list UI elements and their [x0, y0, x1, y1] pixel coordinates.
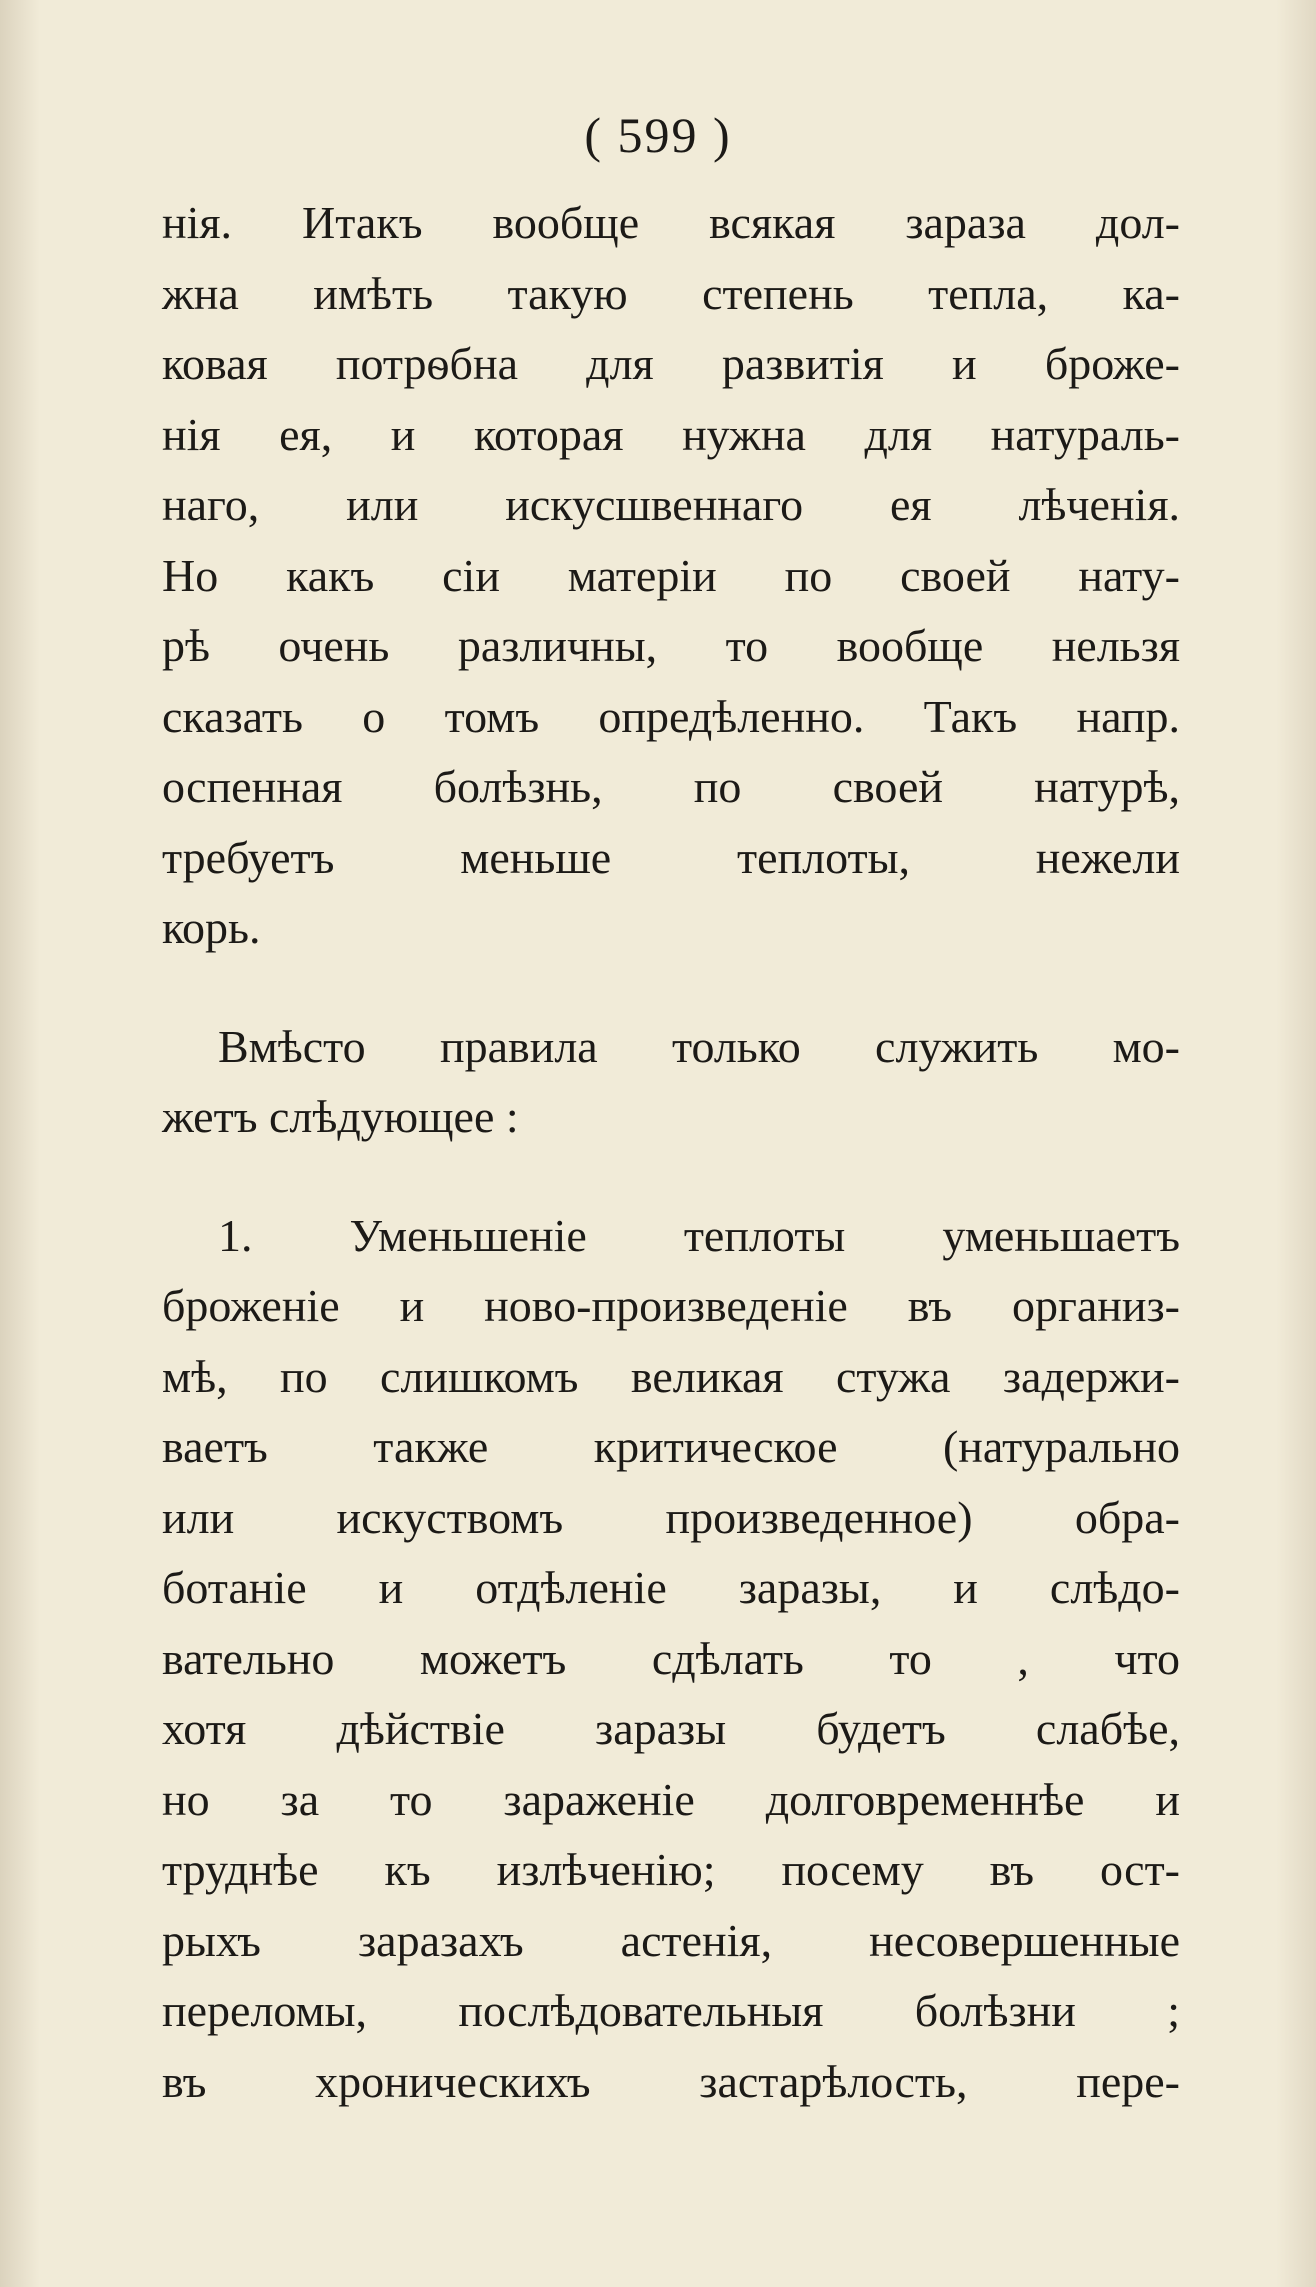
text-line: хотя дѣйствіе заразы будетъ слабѣе, [162, 1703, 1180, 1754]
text-line: вательно можетъ сдѣлать то , что [162, 1632, 1180, 1684]
page-edge-shadow-left [0, 0, 40, 2287]
paragraph-spacer [162, 964, 1180, 1012]
text-line: рѣ очень различны, то вообще нельзя [162, 620, 1180, 671]
body-text [162, 188, 1180, 2117]
text-line: но за то зараженіе долговременнѣе и [162, 1773, 1180, 1825]
page-number: ( 599 ) [584, 107, 732, 163]
text-line: ботаніе и отдѣленіе заразы, и слѣдо- [162, 1562, 1180, 1613]
text-line: 1. Уменьшеніе теплоты уменьшаетъ [218, 1209, 1180, 1261]
text-line: въ хроническихъ застарѣлость, пере- [162, 2055, 1180, 2107]
text-line: жна имѣть такую степень тепла, ка- [162, 267, 1180, 319]
text-line: рыхъ заразахъ астенія, несовершенные [162, 1914, 1180, 1966]
text-line: оспенная болѣзнь, по своей натурѣ, [162, 761, 1180, 812]
text-line: или искуствомъ произведенное) обра- [162, 1491, 1180, 1543]
text-line: Но какъ сіи матеріи по своей нату- [162, 549, 1180, 601]
text-line: мѣ, по слишкомъ великая стужа задержи- [162, 1350, 1180, 1402]
text-line: наго, или искусшвеннаго ея лѣченія. [162, 479, 1180, 530]
text-line: переломы, послѣдовательныя болѣзни ; [162, 1985, 1180, 2036]
text-line: ваетъ также критическое (натурально [162, 1421, 1180, 1472]
text-line: корь. [162, 902, 261, 953]
paragraph-spacer [162, 1153, 1180, 1201]
text-line: броженіе и ново-произведеніе въ организ- [162, 1280, 1180, 1331]
text-line: нія ея, и которая нужна для натураль- [162, 408, 1180, 460]
text-line: труднѣе къ излѣченію; посему въ ост- [162, 1844, 1180, 1895]
text-line: нія. Итакъ вообще всякая зараза дол- [162, 197, 1180, 248]
paragraph-1 [162, 188, 1180, 964]
text-line: Вмѣсто правила только служить мо- [218, 1020, 1180, 1072]
paragraph-2 [162, 1012, 1180, 1153]
paragraph-3 [162, 1201, 1180, 2118]
text-line: сказать о томъ опредѣленно. Такъ напр. [162, 690, 1180, 742]
page-edge-shadow-right [1276, 0, 1316, 2287]
text-line: ковая потрѳбна для развитія и броже- [162, 338, 1180, 389]
text-line: жетъ слѣдующее : [162, 1091, 519, 1142]
text-line: требуетъ меньше теплоты, нежели [162, 831, 1180, 883]
